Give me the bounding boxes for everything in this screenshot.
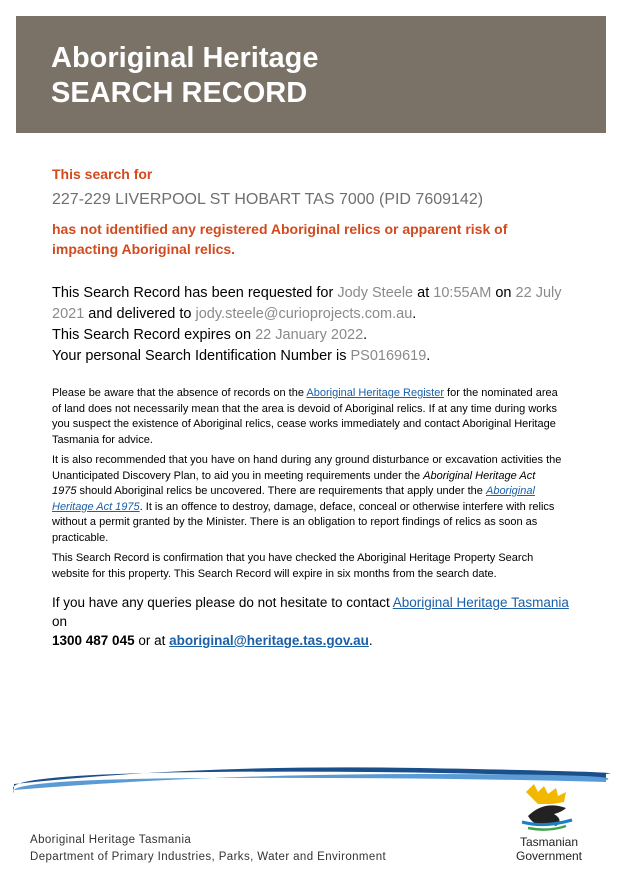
contact-phone: 1300 487 045 [52,633,135,648]
expires-date: 22 January 2022 [255,327,364,343]
request-time: 10:55AM [433,285,492,301]
search-id-end: . [426,348,431,364]
logo-line1: Tasmanian [519,835,579,849]
paragraph-text: . It is an offence to destroy, damage, deface, conceal or otherwise interfere with relics without a permit granted by the Minister. There is an obligation to report findings of relics as soon as practicable. [52,500,555,544]
search-intro: This search for [52,166,153,182]
footer-organisation [30,832,386,866]
aht-contact-link[interactable]: Aboriginal Heritage Tasmania [392,595,569,610]
search-id-number: PS0169619 [350,348,427,364]
contact-section [52,593,572,650]
header-banner [16,16,606,133]
contact-text: or at [138,633,166,648]
tasmanian-government-wordmark [504,835,594,863]
search-result: has not identified any registered Aboriginal relics or apparent risk of impacting Aboriginal relics. [52,221,508,257]
request-date: 22 July 2021 [52,285,562,322]
request-text: This Search Record has been requested for [52,285,334,301]
request-text: and delivered to [88,306,192,322]
contact-email-link[interactable] [169,633,369,648]
header-title-line2: SEARCH RECORD [51,77,308,109]
request-details [52,283,572,367]
tasmanian-devil-logo-icon [504,782,594,834]
paragraph-text: for the nominated area of land does not necessarily mean that the area is devoid of Aboriginal relics. If at any time during works you suspect the existence of Aboriginal relics, cease works immediately and contact Aboriginal Heritage Tasmania for advice. [52,387,558,446]
paragraph-text: It is also recommended that you have on hand during any ground disturbance or excavation activities the Unanticipated Discovery Plan, to aid you in meeting requirements under the [52,454,562,482]
aboriginal-heritage-register-link[interactable]: Aboriginal Heritage Register [306,387,444,399]
request-text: at [417,285,430,301]
property-address: 227-229 LIVERPOOL ST HOBART TAS 7000 (PID 7609142) [52,191,484,208]
expires-text: This Search Record expires on [52,327,252,343]
paragraph-text: Please be aware that the absence of records on the [52,387,304,399]
request-text: . [412,306,417,322]
expires-end: . [363,327,368,343]
paragraph-register-notice [52,386,562,448]
request-text: on [495,285,512,301]
paragraph-text: should Aboriginal relics be uncovered. There are requirements that apply under the [79,485,483,497]
paragraph-confirmation: This Search Record is confirmation that you have checked the Aboriginal Heritage Property Search website for this property. This Search Record will expire in six months from the search date. [52,552,534,580]
contact-email: aboriginal@heritage.tas.gov.au [169,633,369,648]
contact-text: on [52,614,68,629]
footer-org-line1: Aboriginal Heritage Tasmania [30,834,192,846]
search-id-text: Your personal Search Identification Number is [52,348,347,364]
request-email: jody.steele@curioprojects.com.au [195,306,413,322]
contact-text: If you have any queries please do not hesitate to contact [52,595,390,610]
header-title-line1: Aboriginal Heritage [51,42,319,74]
act-title: Aboriginal Heritage Act 1975 [52,469,536,497]
paragraph-discovery-plan [52,453,562,546]
requester-name: Jody Steele [337,285,414,301]
act-link-text: Aboriginal Heritage Act 1975 [52,485,535,513]
footer-org-line2: Department of Primary Industries, Parks, Water and Environment [30,851,387,863]
contact-text: . [368,633,373,648]
logo-line2: Government [515,849,583,863]
